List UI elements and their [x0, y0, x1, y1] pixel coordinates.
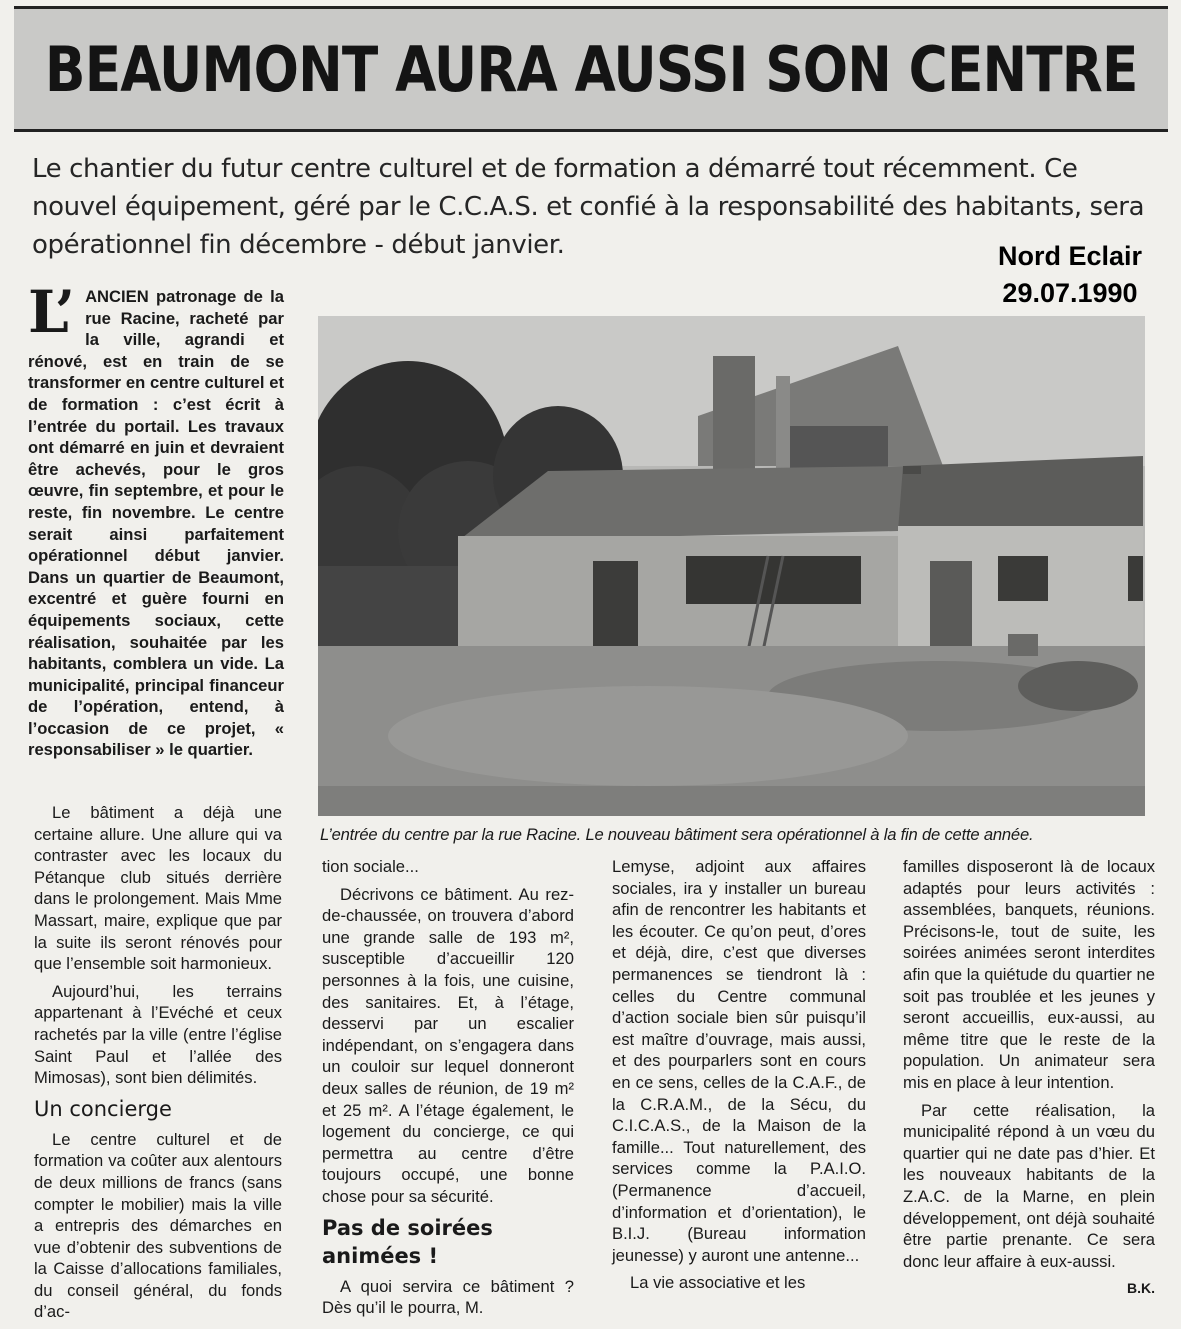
source-stamp [975, 238, 1165, 312]
paragraph-usage-continued: Lemyse, adjoint aux affaires sociales, ira y installer un bureau afin de rencontrer les habitants et les écouter. Ce qu’on peut, d’ores et déjà, dire, c’est que diverses permanences se tiendront là : celles du Centre communal d’action sociale bien sûr puisqu’il est maître d’ouvrage, mais aussi, et des pourparlers sont en cours en ce sens, celles de la C.A.F., de la C.R.A.M., de la Sécu, du C.I.C.A.S., de la Maison de la famille... Tout naturellement, des services comme la P.A.I.O. (Permanence d’accueil, d’information et d’orientation), le B.I.J. (Bureau information jeunesse) y auront une antenne... [612, 857, 866, 1265]
paragraph-terrains: Aujourd’hui, les terrains appartenant à l’Evéché et ceux rachetés par la ville (entre l’église Saint Paul et l’allée des Mimosas), sont bien délimités. [34, 981, 282, 1088]
paragraph-cost: Le centre culturel et de formation va coûter aux alentours de deux millions de francs (sans compter le mobilier) mais la ville a entrepris des démarches en vue d’obtenir des subventions de la Caisse d’allocations familiales, du conseil général, du fonds d’ac- [34, 1129, 282, 1322]
paragraph-building: Le bâtiment a déjà une certaine allure. Une allure qui va contraster avec les locaux du Pétanque club situés derrière dans le prolongement. Mais Mme Massart, maire, explique que par la suite ils seront rénovés pour que l’ensemble soit harmonieux. [34, 803, 282, 974]
column-4 [903, 856, 1155, 1300]
photo-caption: L’entrée du centre par la rue Racine. Le nouveau bâtiment sera opérationnel à la fin de cette année. [320, 825, 1034, 844]
headline: BEAUMONT AURA AUSSI SON CENTRE [44, 32, 1138, 106]
building-photo-illustration [318, 316, 1145, 816]
lead-paragraph: Le chantier du futur centre culturel et de formation a démarré tout récemment. Ce nouvel équipement, géré par le C.C.A.S. et confié à la responsabilité des habitants, sera opérationnel fin décembre - début janvier. [32, 154, 1145, 260]
paragraph-description: Décrivons ce bâtiment. Au rez-de-chaussée, on trouvera d’abord une grande salle de 193 m², susceptible d’accueillir 120 personnes à la fois, une cuisine, des sanitaires. Et, à l’étage, desservi par un escalier indépendant, on s’engagera dans un couloir sur lequel donneront deux salles de réunion, de 19 m² et 25 m². A l’étage également, le logement du concierge, ce qui permettra au centre d’être toujours occupé, une bonne chose pour sa sécurité. [322, 884, 574, 1206]
intro-column [28, 278, 284, 761]
column-2 [322, 856, 574, 1325]
paragraph-associative-continued: familles disposeront là de locaux adaptés pour leurs activités : assemblées, banquets, réunions. Précisons-le, tout de suite, les soirées animées seront interdites afin que la quiétude du quartier ne soit pas troublée et les jeunes y seront accueillis, eux-aussi, au même titre que le reste de la population. Un animateur sera mis en place à leur intention. [903, 857, 1155, 1092]
paragraph-cost-continued: tion sociale... [322, 857, 419, 876]
subhead-concierge: Un concierge [34, 1096, 172, 1121]
column-1 [34, 802, 282, 1329]
building-photo [318, 316, 1145, 816]
author-signature: B.K. [1127, 1280, 1155, 1297]
paragraph-associative: La vie associative et les [630, 1273, 806, 1293]
paragraph-usage: A quoi servira ce bâtiment ? Dès qu’il le pourra, M. [322, 1276, 574, 1318]
paragraph-conclusion: Par cette réalisation, la municipalité répond à un vœu du quartier qui ne date pas d’hier. Et les nouveaux habitants de la Z.A.C. de la Marne, en plein développement, ont déjà souhaité être partie prenante. Ce sera donc leur affaire à eux-aussi. [903, 1100, 1155, 1271]
source-date: 29.07.1990 [1002, 278, 1138, 308]
subhead-soirees: Pas de soirées animées ! [322, 1215, 493, 1268]
drop-cap: L’ [28, 278, 76, 346]
source-newspaper: Nord Eclair [997, 241, 1143, 271]
column-3 [612, 856, 866, 1300]
intro-paragraph: ANCIEN patronage de la rue Racine, racheté par la ville, agrandi et rénové, est en train de se transformer en centre culturel et de formation : c’est écrit à l’entrée du portail. Les travaux ont démarré en juin et devraient être achevés, pour le gros œuvre, fin septembre, et pour le reste, fin novembre. Le centre serait ainsi parfaitement opérationnel début janvier. Dans un quartier de Beaumont, excentré et guère fourni en équipements sociaux, cette réalisation, souhaitée par les habitants, comblera un vide. La municipalité, principal financeur de l’opération, entend, à l’occasion de ce projet, « responsabiliser » le quartier. [28, 287, 284, 760]
headline-band [14, 6, 1168, 132]
